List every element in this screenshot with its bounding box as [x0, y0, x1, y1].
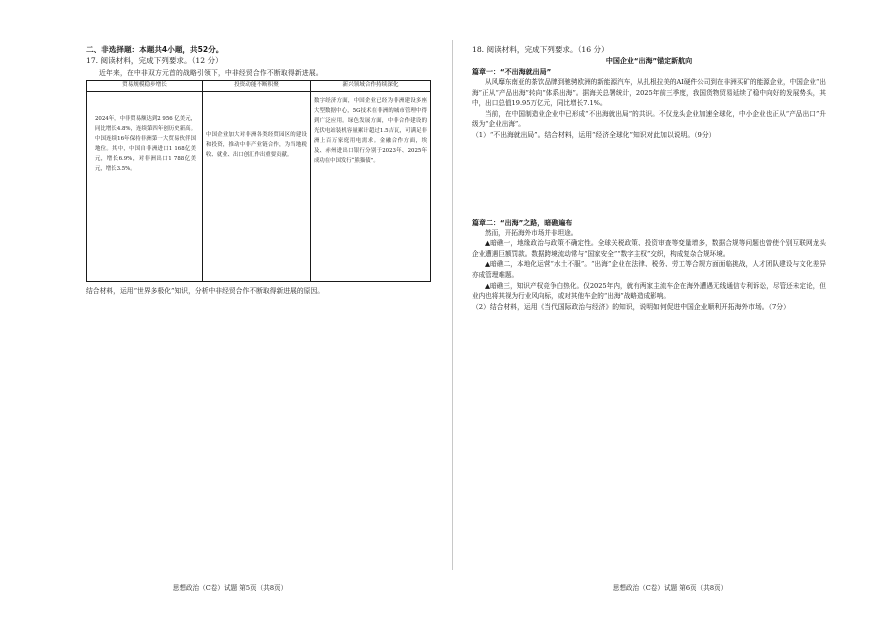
question-17-intro: 近年来，在中非双方元首的战略引领下，中非经贸合作不断取得新进展。 — [99, 69, 323, 77]
question-17-task: 结合材料，运用“世界多极化”知识，分析中非经贸合作不断取得新进展的原因。 — [86, 287, 325, 295]
material-title: 中国企业“出海”锚定新航向 — [605, 57, 693, 65]
table-cell-trade: 2024年，中非贸易额达到2 956 亿美元，同比增长4.8%，连续第四年创历史新高。中国连续16年保持非洲第一大贸易伙伴国地位。其中，中国自非洲进口1 168亿美元，增长6.9%，对非洲出口1 788亿美元，增长3.5%。 — [87, 92, 203, 282]
page-divider — [452, 40, 453, 570]
right-page — [458, 0, 870, 630]
trade-table — [86, 80, 431, 282]
table-header: 贸易规模稳步增长 — [87, 81, 203, 92]
page-footer-right: 思想政治（C卷）试题 第6页（共8页） — [612, 584, 728, 592]
question-18-2: （2）结合材料，运用《当代国际政治与经济》的知识，说明如何促进中国企业顺利开拓海外市场。（7分） — [472, 302, 790, 311]
question-18-1: （1）“不出海就出局”。结合材料，运用“经济全球化”知识对此加以说明。（9分） — [472, 130, 716, 139]
reef-item: ▲暗礁一，地缘政治与政策不确定性。全球关税政策、投资审查等变量增多，数据合规等问题也曾使个别互联网龙头企业遭遇巨额罚款。数据跨境流动常与“国家安全”“数字主权”交织，构成复杂合规环境。 — [472, 239, 826, 258]
page-footer-left: 思想政治（C卷）试题 第5页（共8页） — [172, 584, 288, 592]
chapter-1-paragraph: 从风靡东南亚的茶饮品牌到驰骋欧洲的新能源汽车，从扎根拉美的AI硬件公司到在非洲买矿的能源企业，中国企业“出海”正从“产品出海”转向“体系出海”。据海关总署统计，2025年前三季度，我国货物贸易延续了稳中向好的发展势头，其中，出口总值19.95万亿元，同比增长7.1%。 — [472, 78, 826, 108]
table-header: 投资动能不断积聚 — [203, 81, 311, 92]
table-header-row — [87, 81, 431, 92]
reef-item: ▲暗礁三，知识产权竞争白热化。仅2025年内，就有两家主流车企在海外遭遇无线通信专利诉讼，尽管还未定论，但业内也将其视为行业风向标，或对其他车企的“出海”战略造成影响。 — [472, 281, 826, 301]
chapter-1-title: 篇章一：“不出海就出局” — [472, 68, 552, 76]
answer-space — [472, 141, 826, 217]
chapter-2-intro: 然而，开拓海外市场并非坦途。 — [485, 228, 578, 237]
table-row — [87, 92, 431, 282]
section-title: 二、非选择题：本题共4小题，共52分。 — [86, 45, 224, 54]
table-header: 新兴领域合作持续深化 — [310, 81, 430, 92]
table-cell-new-fields: 数字经济方面，中国企业已经为非洲建设多座大型数据中心，5G技术在非洲的城市管理中得到广泛应用。绿色发展方面，中非合作建设的光伏电站装机容量累计超过1.5吉瓦，可满足非洲上百万家庭用电需求。金融合作方面，埃及、赤州进出口银行分别于2023年、2025年成功在中国发行“熊猫债”。 — [310, 92, 430, 282]
question-17-heading: 17. 阅读材料，完成下列要求。（12 分） — [86, 56, 223, 65]
reef-item: ▲暗礁二，本地化运营“水土不服”。“出海”企业在法律、税务、劳工等合规方面面临挑战，人才团队建设与文化差异亦成管理难题。 — [472, 260, 826, 279]
question-18-heading: 18. 阅读材料，完成下列要求。（16 分） — [472, 45, 609, 54]
table-cell-investment: 中国企业加大对非洲各类经贸园区的建设和投资，推动中非产业链合作，为当地税收、就业、出口创汇作出重要贡献。 — [203, 92, 311, 282]
chapter-2-title: 篇章二：“出海”之路，暗礁遍布 — [472, 218, 573, 227]
chapter-1-paragraph: 当前，在中国制造业企业中已形成“不出海就出局”的共识。不仅龙头企业加速全球化，中小企业也正从“产品出口”升级为“企业出海”。 — [472, 109, 826, 129]
